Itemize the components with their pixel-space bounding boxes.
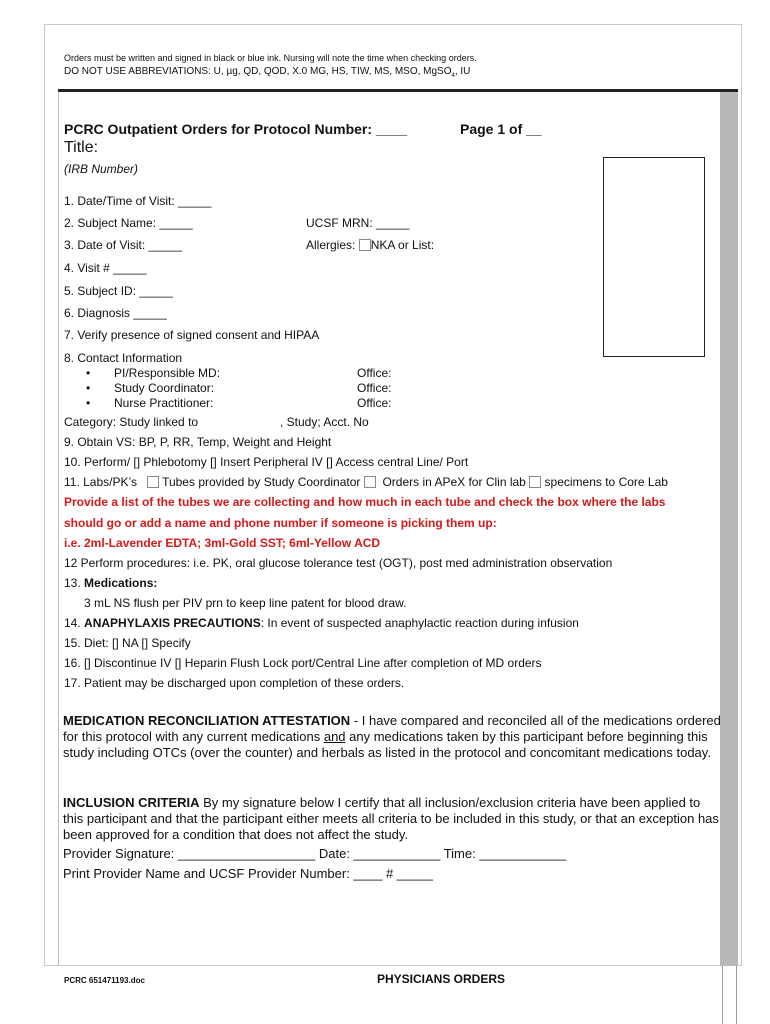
footer-physicians-orders: PHYSICIANS ORDERS	[377, 972, 506, 986]
protocol-title: PCRC Outpatient Orders for Protocol Number: ____	[64, 121, 408, 137]
item-anaphylaxis: 14. ANAPHYLAXIS PRECAUTIONS: In event of suspected anaphylactic reaction during infusion	[64, 616, 579, 630]
item-date-time: 1. Date/Time of Visit: _____	[64, 194, 212, 208]
item-perform-phlebotomy: 10. Perform/ [] Phlebotomy [] Insert Peripheral IV [] Access central Line/ Port	[64, 455, 469, 469]
contact-role: Nurse Practitioner:	[114, 396, 214, 410]
item-medications: 13. Medications:	[64, 576, 158, 590]
header-rule	[58, 89, 738, 92]
item-contact-info: 8. Contact Information	[64, 351, 183, 365]
item-labs: 11. Labs/PK’s Tubes provided by Study Coordinator Orders in APeX for Clin lab specimens to Core Lab	[64, 475, 668, 489]
item-allergies: Allergies: NKA or List:	[306, 238, 435, 252]
item-subject-name: 2. Subject Name: _____	[64, 216, 193, 230]
tube-instructions-1: Provide a list of the tubes we are collecting and how much in each tube and check the box where the labs	[64, 495, 666, 509]
apex-checkbox[interactable]	[364, 476, 376, 488]
med-reconciliation-attestation: MEDICATION RECONCILIATION ATTESTATION - I have compared and reconciled all of the medications ordered for this protocol with any current medications and any medications taken by this participant before beginning this study including OTCs (over the counter) and herbals as listed in the protocol and concomitant medications today.	[63, 713, 721, 760]
header-ink-notice: Orders must be written and signed in black or blue ink. Nursing will note the time when checking orders.	[64, 53, 477, 63]
contact-role: PI/Responsible MD:	[114, 366, 221, 380]
category-account: , Study; Acct. No	[280, 415, 369, 429]
item-diet: 15. Diet: [] NA [] Specify	[64, 636, 191, 650]
left-margin-line	[58, 92, 59, 966]
item-date-of-visit: 3. Date of Visit: _____	[64, 238, 182, 252]
medication-detail: 3 mL NS flush per PIV prn to keep line patent for blood draw.	[84, 596, 407, 610]
tubes-checkbox[interactable]	[147, 476, 159, 488]
core-lab-checkbox[interactable]	[529, 476, 541, 488]
contact-role: Study Coordinator:	[114, 381, 215, 395]
contact-office: Office:	[357, 396, 392, 410]
provider-print-name-line[interactable]: Print Provider Name and UCSF Provider Number: ____ # _____	[63, 866, 433, 881]
item-verify-consent: 7. Verify presence of signed consent and HIPAA	[64, 328, 320, 342]
nka-checkbox[interactable]	[359, 239, 371, 251]
title-label: Title:	[64, 139, 99, 156]
patient-label-box[interactable]	[603, 157, 705, 357]
bottom-rule-right	[736, 966, 737, 1024]
item-mrn: UCSF MRN: _____	[306, 216, 410, 230]
contact-row: •	[86, 366, 91, 380]
irb-number: (IRB Number)	[64, 162, 139, 176]
contact-row: •	[86, 396, 91, 410]
footer-document-name: PCRC 651471193.doc	[64, 976, 145, 985]
item-perform-procedures: 12 Perform procedures: i.e. PK, oral glucose tolerance test (OGT), post med administration observation	[64, 556, 613, 570]
tube-example: i.e. 2ml-Lavender EDTA; 3ml-Gold SST; 6ml-Yellow ACD	[64, 536, 381, 550]
inclusion-criteria: INCLUSION CRITERIA By my signature below I certify that all inclusion/exclusion criteria have been applied to this participant and that the participant either meets all criteria to be included in this study, or that an exception has been approved for a condition that does not affect the study.	[63, 795, 719, 842]
item-discontinue-iv: 16. [] Discontinue IV [] Heparin Flush Lock port/Central Line after completion of MD orders	[64, 656, 542, 670]
item-visit-number: 4. Visit # _____	[64, 261, 147, 275]
bottom-rule-left	[722, 966, 723, 1024]
item-discharge: 17. Patient may be discharged upon completion of these orders.	[64, 676, 405, 690]
item-diagnosis: 6. Diagnosis _____	[64, 306, 167, 320]
category-study: Category: Study linked to	[64, 415, 199, 429]
tube-instructions-2: should go or add a name and phone number if someone is picking them up:	[64, 516, 497, 530]
contact-row: •	[86, 381, 91, 395]
header-abbreviations: DO NOT USE ABBREVIATIONS: U, µg, QD, QOD, X.0 MG, HS, TIW, MS, MSO, MgSO$_4$, IU	[64, 66, 471, 79]
provider-signature-line[interactable]: Provider Signature: ___________________ Date: ____________ Time: ____________	[63, 846, 567, 861]
page-counter: Page 1 of __	[460, 121, 542, 137]
contact-office: Office:	[357, 381, 392, 395]
item-obtain-vs: 9. Obtain VS: BP, P, RR, Temp, Weight and Height	[64, 435, 332, 449]
item-subject-id: 5. Subject ID: _____	[64, 284, 173, 298]
contact-office: Office:	[357, 366, 392, 380]
